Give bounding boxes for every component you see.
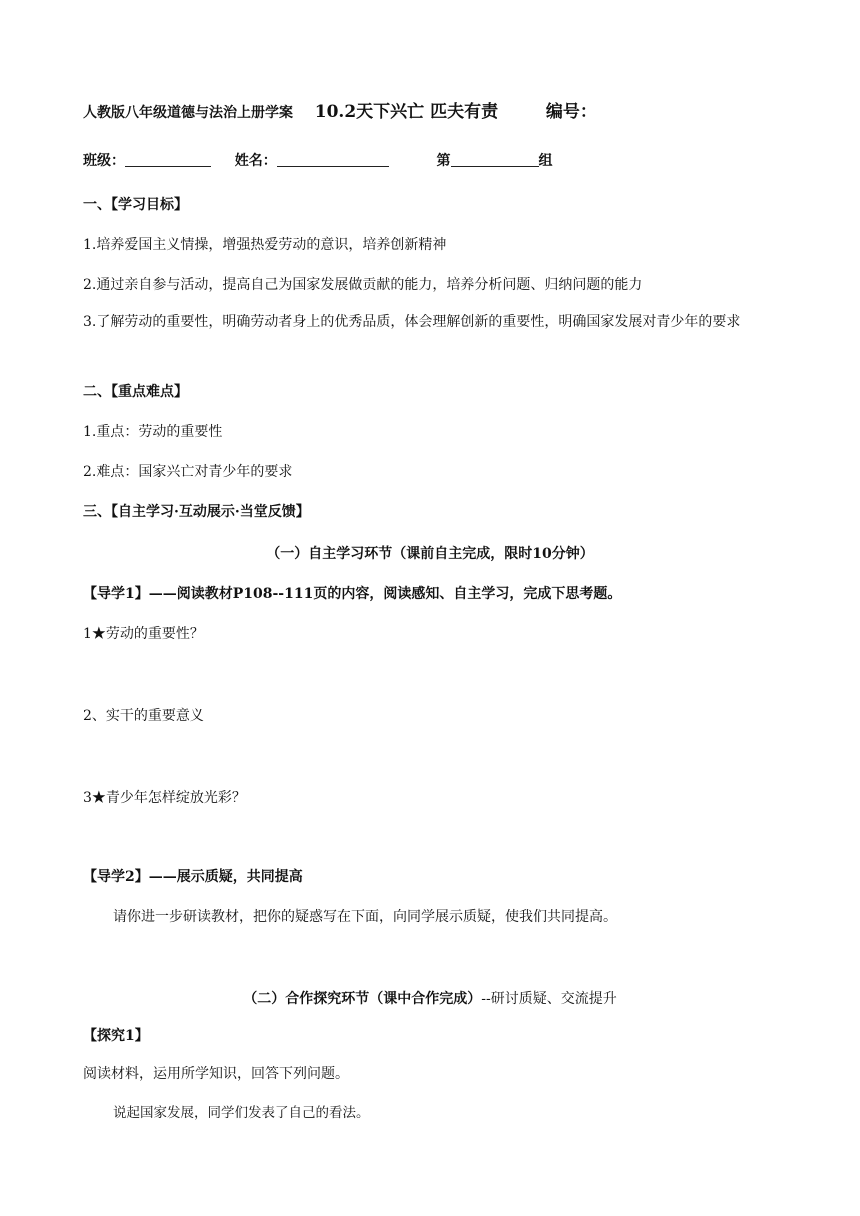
question-1: 1★劳动的重要性？: [83, 626, 204, 642]
class-label: 班级：: [83, 153, 125, 169]
section-key-heading: 二、【重点难点】: [83, 384, 188, 400]
worksheet-title: [83, 97, 597, 122]
name-label: 姓名：: [234, 153, 277, 169]
guide-2: 【导学2】——展示质疑，共同提高: [83, 869, 303, 885]
number-label: 编号：: [545, 102, 597, 122]
student-info-row: [83, 150, 553, 170]
subsection-cooperation: [0, 988, 860, 1008]
group-blank[interactable]: [451, 152, 539, 167]
difficult-point: 2.难点：国家兴亡对青少年的要求: [83, 464, 293, 480]
subsection-cooperation-title: （二）合作探究环节（课中合作完成）: [243, 991, 482, 1007]
group-prefix: 第: [436, 153, 451, 169]
name-blank[interactable]: [277, 152, 389, 167]
course-name: 人教版八年级道德与法治上册学案: [83, 105, 293, 121]
material-text: 说起国家发展，同学们发表了自己的看法。: [113, 1105, 370, 1121]
guide-2-text: 请你进一步研读教材，把你的疑惑写在下面，向同学展示质疑，使我们共同提高。: [113, 909, 617, 925]
question-3: 3★青少年怎样绽放光彩？: [83, 790, 246, 806]
subsection-self-study: （一）自主学习环节（课前自主完成，限时10分钟）: [266, 546, 594, 562]
section-goals-heading: 一、【学习目标】: [83, 197, 188, 213]
goal-item: 1.培养爱国主义情操，增强热爱劳动的意识，培养创新精神: [83, 237, 447, 253]
guide-1: 【导学1】——阅读教材P108--111页的内容，阅读感知、自主学习，完成下思考题。: [83, 586, 622, 602]
goal-item: 2.通过亲自参与活动，提高自己为国家发展做贡献的能力，培养分析问题、归纳问题的能力: [83, 277, 643, 293]
class-blank[interactable]: [125, 152, 211, 167]
section-self-study-heading: 三、【自主学习·互动展示·当堂反馈】: [83, 504, 310, 520]
explore-1-heading: 【探究1】: [83, 1028, 149, 1044]
group-suffix: 组: [538, 153, 553, 169]
lesson-title: 10.2天下兴亡 匹夫有责: [314, 102, 499, 122]
goal-item: 3.了解劳动的重要性，明确劳动者身上的优秀品质，体会理解创新的重要性，明确国家发展对青少年的要求: [83, 314, 741, 330]
explore-1-instruction: 阅读材料，运用所学知识，回答下列问题。: [83, 1066, 349, 1082]
key-point: 1.重点：劳动的重要性: [83, 424, 223, 440]
question-2: 2、实干的重要意义: [83, 708, 204, 724]
subsection-cooperation-rest: --研讨质疑、交流提升: [481, 991, 617, 1007]
